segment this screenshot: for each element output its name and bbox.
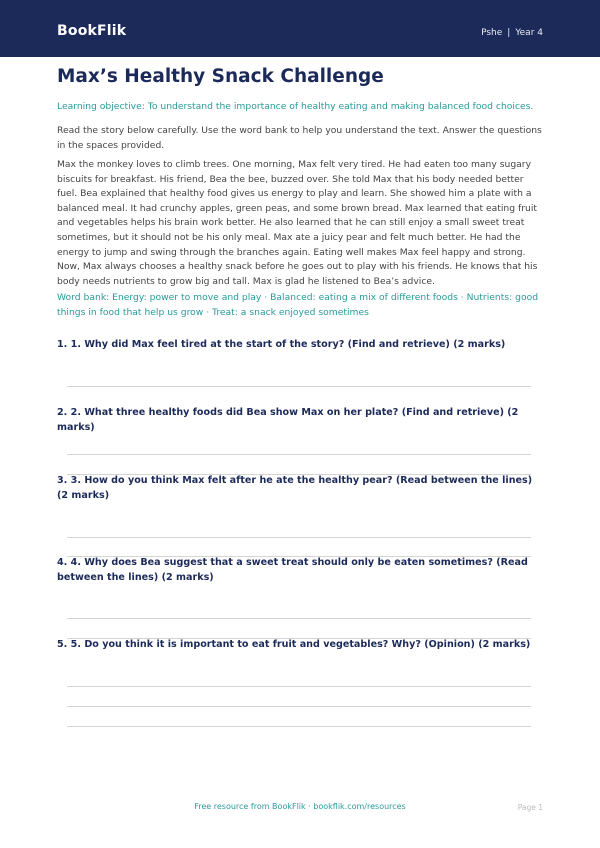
answer-line-5b[interactable]	[67, 706, 531, 707]
question-1: 1. 1. Why did Max feel tired at the start of the story? (Find and retrieve) (2 marks)	[57, 339, 506, 350]
answer-line-1a[interactable]	[67, 386, 531, 387]
subject-year-label	[481, 28, 543, 38]
instructions-text: Read the story below carefully. Use the word bank to help you understand the text. Answer the questions in the spaces provided.	[57, 125, 542, 151]
year-label: Year 4	[515, 28, 543, 38]
worksheet-title: Max’s Healthy Snack Challenge	[57, 66, 384, 87]
meta-separator: |	[507, 28, 511, 38]
word-bank: Word bank: Energy: power to move and play · Balanced: eating a mix of different foods · Nutrients: good things in food that help us grow · Treat: a snack enjoyed sometimes	[57, 292, 539, 318]
page-number: Page 1	[517, 803, 543, 812]
footer-resource-link[interactable]: Free resource from BookFlik · bookflik.com/resources	[194, 802, 406, 811]
question-3: 3. 3. How do you think Max felt after he ate the healthy pear? (Read between the lines) (2 marks)	[57, 475, 533, 501]
question-2: 2. 2. What three healthy foods did Bea show Max on her plate? (Find and retrieve) (2 marks)	[57, 407, 519, 433]
answer-line-5a[interactable]	[67, 686, 531, 687]
brand-logo-text: BookFlik	[57, 23, 127, 39]
subject-label: Pshe	[481, 28, 503, 38]
answer-line-5c[interactable]	[67, 726, 531, 727]
page-header	[0, 0, 600, 57]
question-4: 4. 4. Why does Bea suggest that a sweet treat should only be eaten sometimes? (Read between the lines) (2 marks)	[57, 557, 528, 583]
answer-line-2a[interactable]	[67, 454, 531, 455]
question-5: 5. 5. Do you think it is important to eat fruit and vegetables? Why? (Opinion) (2 marks)	[57, 639, 531, 650]
answer-line-4a[interactable]	[67, 618, 531, 619]
story-text: Max the monkey loves to climb trees. One morning, Max felt very tired. He had eaten too many sugary biscuits for breakfast. His friend, Bea the bee, buzzed over. She told Max that his body needed better fuel. Bea explained that healthy food gives us energy to play and learn. She showed him a plate with a balanced meal. It had crunchy apples, green peas, and some brown bread. Max learned that eating fruit and vegetables helps his brain work better. He also learned that he can still enjoy a small sweet treat sometimes, but it should not be his only meal. Max ate a juicy pear and felt much better. He had the energy to jump and swing through the branches again. Eating well makes Max feel happy and strong. Now, Max always chooses a healthy snack before he goes out to play with his friends. He knows that his body needs nutrients to grow big and tall. Max is glad he listened to Bea’s advice.	[57, 159, 538, 287]
answer-line-3a[interactable]	[67, 537, 531, 538]
learning-objective: Learning objective: To understand the importance of healthy eating and making balanced food choices.	[57, 101, 534, 112]
